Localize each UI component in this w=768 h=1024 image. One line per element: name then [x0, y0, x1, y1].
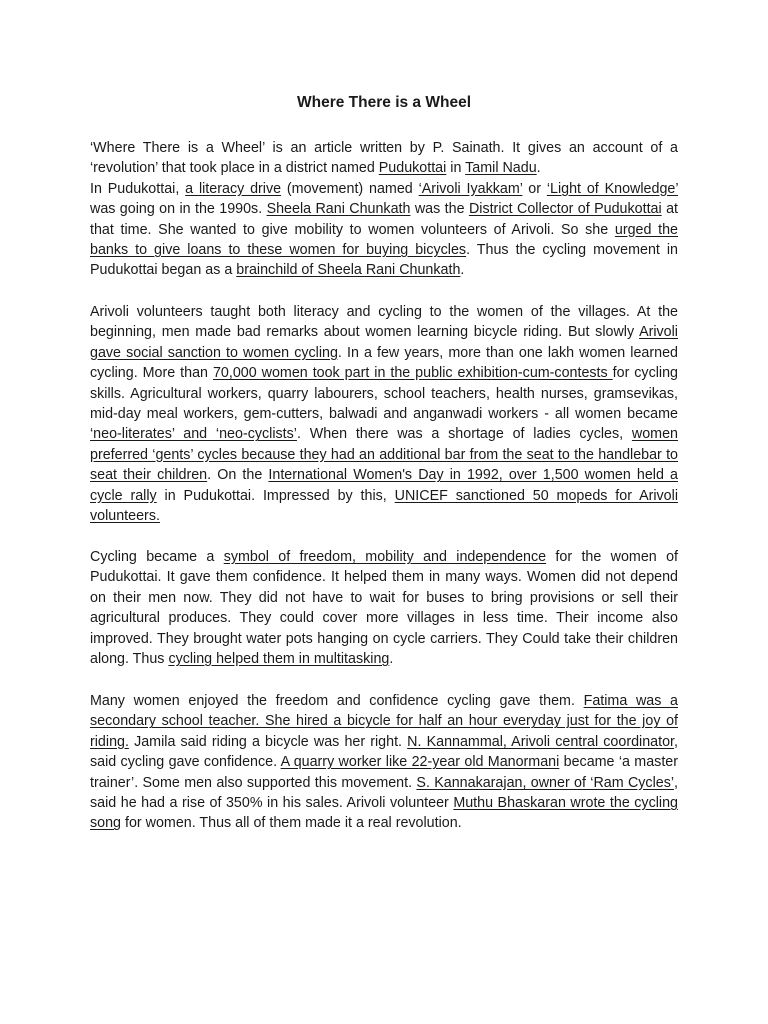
- underlined-phrase: S. Kannakarajan, owner of ‘Ram Cycles’: [416, 774, 675, 791]
- text-run: .: [389, 651, 394, 668]
- text-run: , said cycling gave confidence.: [90, 733, 679, 771]
- underlined-phrase: Sheela Rani Chunkath: [266, 201, 411, 218]
- underlined-phrase: District Collector of Pudukottai: [468, 201, 662, 218]
- paragraph: [90, 547, 678, 669]
- text-run: . Thus the cycling movement in Pudukottai began as a: [90, 242, 678, 279]
- text-run: . In a few years, more than one lakh women learned cycling. More than: [90, 344, 678, 382]
- paragraph: [90, 691, 678, 834]
- text-run: in: [446, 160, 466, 177]
- underlined-phrase: ‘Arivoli Iyakkam’: [418, 180, 523, 197]
- underlined-phrase: Muthu Bhaskaran wrote the cycling song: [90, 795, 678, 832]
- underlined-phrase: N. Kannammal, Arivoli central coordinator: [407, 733, 675, 750]
- underlined-phrase: a literacy drive: [185, 180, 282, 197]
- text-run: Jamila said riding a bicycle was her right.: [128, 733, 408, 750]
- text-run: was the: [410, 201, 469, 218]
- text-run: , said he had a rise of 350% in his sales. Arivoli volunteer: [90, 774, 679, 812]
- underlined-phrase: ‘neo-literates’ and ‘neo-cyclists’: [90, 426, 297, 443]
- underlined-phrase: women preferred ‘gents’ cycles because they had an additional bar from the seat to the handlebar to seat their children: [90, 426, 678, 484]
- paragraph: [90, 302, 678, 526]
- text-run: In Pudukottai,: [90, 180, 186, 197]
- text-run: became ‘a master trainer’. Some men also supported this movement.: [90, 754, 678, 791]
- text-run: Cycling became a: [90, 549, 224, 565]
- underlined-phrase: Arivoli gave social sanction to women cycling: [90, 324, 678, 361]
- text-run: for women. Thus all of them made it a real revolution.: [121, 815, 462, 832]
- underlined-phrase: 70,000 women took part in the public exhibition-cum-contests: [212, 365, 613, 382]
- underlined-phrase: Pudukottai: [378, 160, 447, 177]
- text-run: ‘Where There is a Wheel’ is an article written by P. Sainath. It gives an account of a ‘revolution’ that took place in a district named: [90, 140, 678, 177]
- text-run: was going on in the 1990s.: [90, 201, 267, 218]
- text-run: Arivoli volunteers taught both literacy and cycling to the women of the villages. At the beginning, men made bad remarks about women learning bicycle riding. But slowly: [90, 304, 678, 341]
- underlined-phrase: urged the banks to give loans to these women for buying bicycles: [90, 221, 678, 259]
- underlined-phrase: Tamil Nadu: [465, 160, 537, 177]
- text-run: for cycling skills. Agricultural workers, quarry labourers, school teachers, health nurses, gramsevikas, mid-day meal workers, gem-cutters, balwadi and anganwadi workers - all women became: [90, 365, 678, 423]
- underlined-phrase: A quarry worker like 22-year old Manormani: [280, 754, 560, 771]
- underlined-phrase: ‘Light of Knowledge’: [546, 180, 679, 197]
- text-run: (movement) named: [281, 180, 419, 197]
- underlined-phrase: International Women's Day in 1992, over 1,500 women held a cycle rally: [90, 467, 678, 504]
- text-run: Many women enjoyed the freedom and confidence cycling gave them.: [90, 693, 584, 709]
- text-run: in Pudukottai. Impressed by this,: [156, 487, 395, 504]
- underlined-phrase: brainchild of Sheela Rani Chunkath: [236, 262, 461, 279]
- underlined-phrase: cycling helped them in multitasking: [168, 651, 390, 668]
- paragraph: [90, 138, 678, 281]
- underlined-phrase: Fatima was a secondary school teacher. She hired a bicycle for half an hour everyday just for the joy of riding.: [90, 693, 678, 750]
- text-run: at that time. She wanted to give mobility to women volunteers of Arivoli. So she: [90, 201, 678, 238]
- underlined-phrase: symbol of freedom, mobility and independence: [223, 549, 547, 565]
- underlined-phrase: UNICEF sanctioned 50 mopeds for Arivoli volunteers.: [90, 487, 678, 525]
- text-run: for the women of Pudukottai. It gave them confidence. It helped them in many ways. Women did not depend on their men now. They did not have to wait for buses to bring provisions or sell their agricultural produces. They could cover more villages in less time. Their income also improved. They brought water pots hanging on cycle carriers. They Could take their children along. Thus: [90, 549, 678, 668]
- text-run: .: [460, 262, 465, 279]
- document-title: Where There is a Wheel: [297, 94, 471, 111]
- text-run: .: [536, 160, 541, 177]
- text-run: . When there was a shortage of ladies cycles,: [296, 426, 632, 443]
- text-run: . On the: [207, 467, 269, 484]
- text-run: or: [522, 180, 547, 197]
